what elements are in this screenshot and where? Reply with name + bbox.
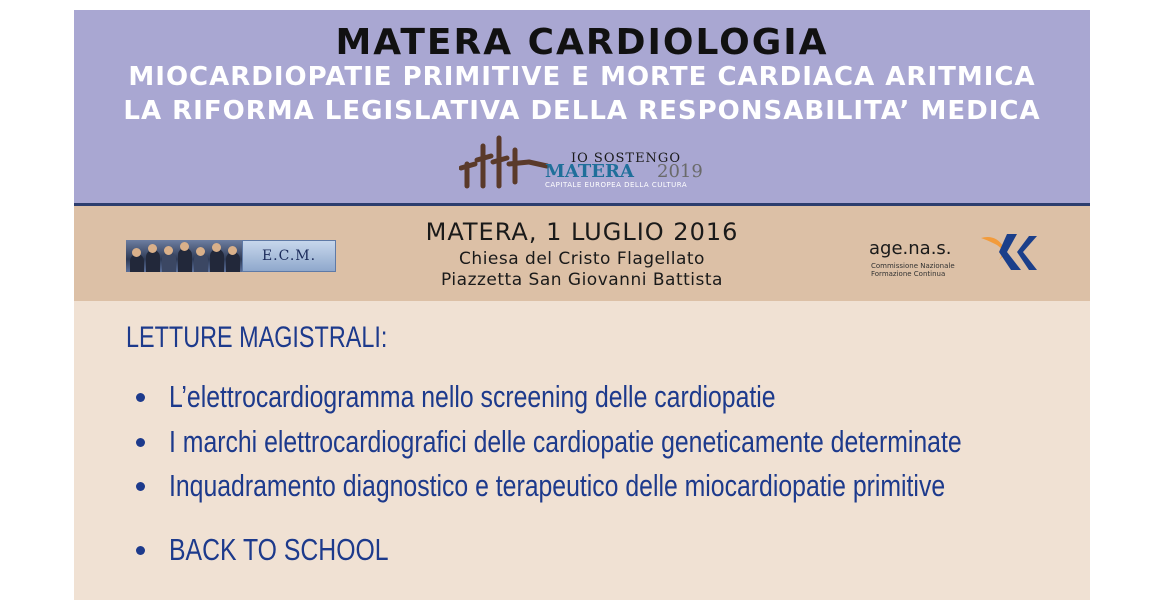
bullet-icon [136,546,145,555]
ecm-label: E.C.M. [261,248,317,264]
main-title: MATERA CARDIOLOGIA [335,22,829,63]
venue-name: Chiesa del Cristo Flagellato [459,249,705,269]
event-date: MATERA, 1 LUGLIO 2016 [425,218,739,246]
subtitle-secondary: LA RIFORMA LEGISLATIVA DELLA RESPONSABILITA’ MEDICA [123,96,1041,126]
agenas-subtitle-2: Formazione Continua [871,270,946,278]
lecture-title: Inquadramento diagnostico e terapeutico delle miocardiopatie primitive [169,468,946,503]
event-poster [74,10,1090,600]
logo-city: MATERA [545,161,634,182]
bullet-icon [136,438,145,447]
lectures-section [74,301,1090,600]
logo-caption: CAPITALE EUROPEA DELLA CULTURA [545,181,688,189]
matera-2019-logo [459,134,719,194]
event-info-band [74,206,1090,301]
logo-year: 2019 [657,161,703,182]
lecture-item [74,528,1090,572]
agenas-logo [869,230,1044,280]
bullet-icon [136,482,145,491]
lectures-heading: LETTURE MAGISTRALI: [126,321,388,354]
matera-2019-mark-icon [459,134,551,192]
bullet-icon [136,393,145,402]
logo-tagline: IO SOSTENGO [571,151,681,166]
lecture-title: I marchi elettrocardiografici delle cardiopatie geneticamente determinate [169,424,962,459]
lecture-title: L’elettrocardiogramma nello screening delle cardiopatie [169,379,776,414]
subtitle-primary: MIOCARDIOPATIE PRIMITIVE E MORTE CARDIACA ARITMICA [128,62,1036,92]
header-panel [74,10,1090,203]
agenas-name: age.na.s. [869,238,952,259]
lecture-item [74,464,1090,508]
venue-address: Piazzetta San Giovanni Battista [441,270,723,290]
agenas-subtitle-1: Commissione Nazionale [871,262,955,270]
lecture-item [74,420,1090,464]
lecture-title: BACK TO SCHOOL [169,532,389,567]
lecture-item [74,375,1090,419]
agenas-mark-icon [977,230,1041,274]
